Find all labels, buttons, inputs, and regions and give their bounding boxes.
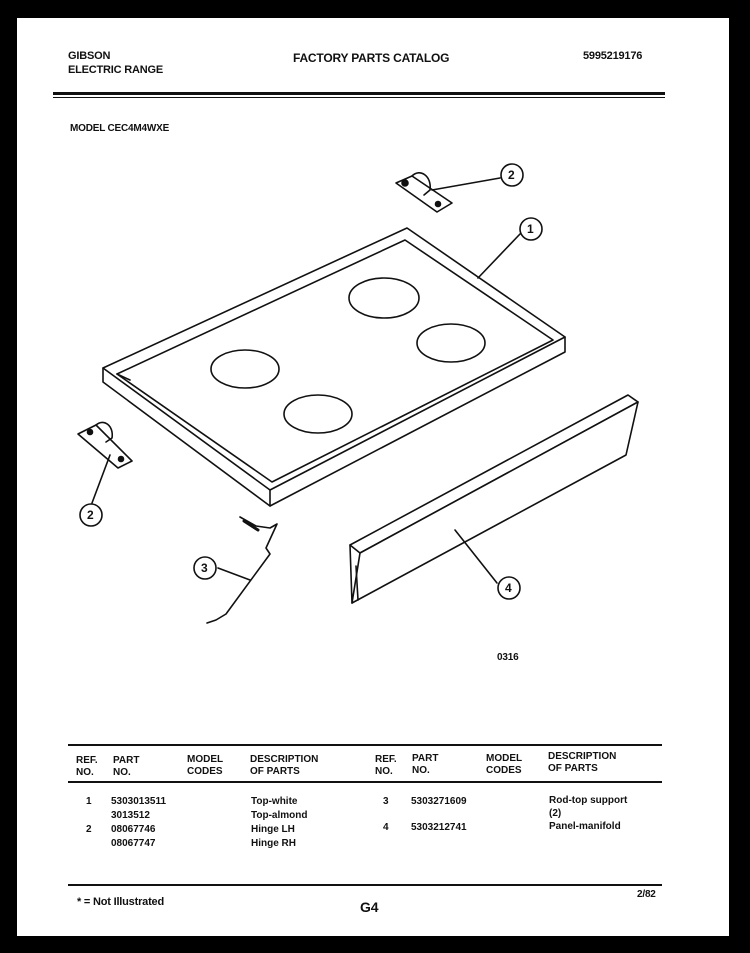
table-row-ref: 4 (383, 822, 389, 833)
col-header-desc-right: DESCRIPTION OF PARTS (548, 751, 617, 774)
table-row-desc: Hinge LH (251, 824, 295, 835)
table-row-part: 5303271609 (411, 796, 467, 807)
table-row-ref: 3 (383, 796, 389, 807)
col-header-ref: REF. NO. (76, 755, 98, 778)
table-row-desc: Top-almond (251, 810, 308, 821)
table-row-ref: 1 (86, 796, 92, 807)
table-row-part: 3013512 (111, 810, 150, 821)
callout-label-2-left: 2 (87, 508, 94, 522)
model-number: MODEL CEC4M4WXE (70, 123, 170, 134)
col-header-ref-right: REF. NO. (375, 754, 397, 777)
callout-label-4: 4 (505, 581, 512, 595)
revision-date: 2/82 (637, 889, 656, 900)
brand-name: GIBSON (68, 50, 111, 62)
table-row-part: 08067747 (111, 838, 156, 849)
not-illustrated-note: * = Not Illustrated (77, 896, 164, 908)
figure-code: 0316 (497, 652, 519, 663)
product-type: ELECTRIC RANGE (68, 64, 163, 76)
hinge-rh-part (396, 173, 500, 212)
callout-label-3: 3 (201, 561, 208, 575)
table-row-desc: Rod-top support (549, 795, 628, 806)
col-header-part: PART NO. (113, 755, 140, 778)
table-row-desc: Panel-manifold (549, 821, 621, 832)
table-row-desc: Hinge RH (251, 838, 296, 849)
col-header-model: MODEL CODES (187, 754, 224, 777)
callout-label-2-top: 2 (508, 168, 515, 182)
hinge-lh-part (78, 422, 132, 503)
table-row-desc: (2) (549, 808, 562, 819)
table-row-part: 5303212741 (411, 822, 467, 833)
table-row-ref: 2 (86, 824, 92, 835)
table-row-part: 5303013511 (111, 796, 167, 807)
table-row-desc: Top-white (251, 796, 298, 807)
cooktop-part (103, 228, 565, 506)
rod-top-support-part (207, 517, 277, 623)
callout-label-1: 1 (527, 222, 534, 236)
footer-rule (68, 884, 662, 886)
col-header-model-right: MODEL CODES (486, 753, 523, 776)
col-header-desc: DESCRIPTION OF PARTS (250, 754, 319, 777)
table-header-rule (68, 781, 662, 783)
col-header-part-right: PART NO. (412, 753, 439, 776)
page-number: G4 (360, 899, 379, 915)
callout-leader-1 (478, 234, 520, 278)
catalog-title: FACTORY PARTS CATALOG (293, 51, 450, 65)
table-top-rule (68, 744, 662, 746)
table-row-part: 08067746 (111, 824, 156, 835)
catalog-number: 5995219176 (583, 50, 643, 62)
